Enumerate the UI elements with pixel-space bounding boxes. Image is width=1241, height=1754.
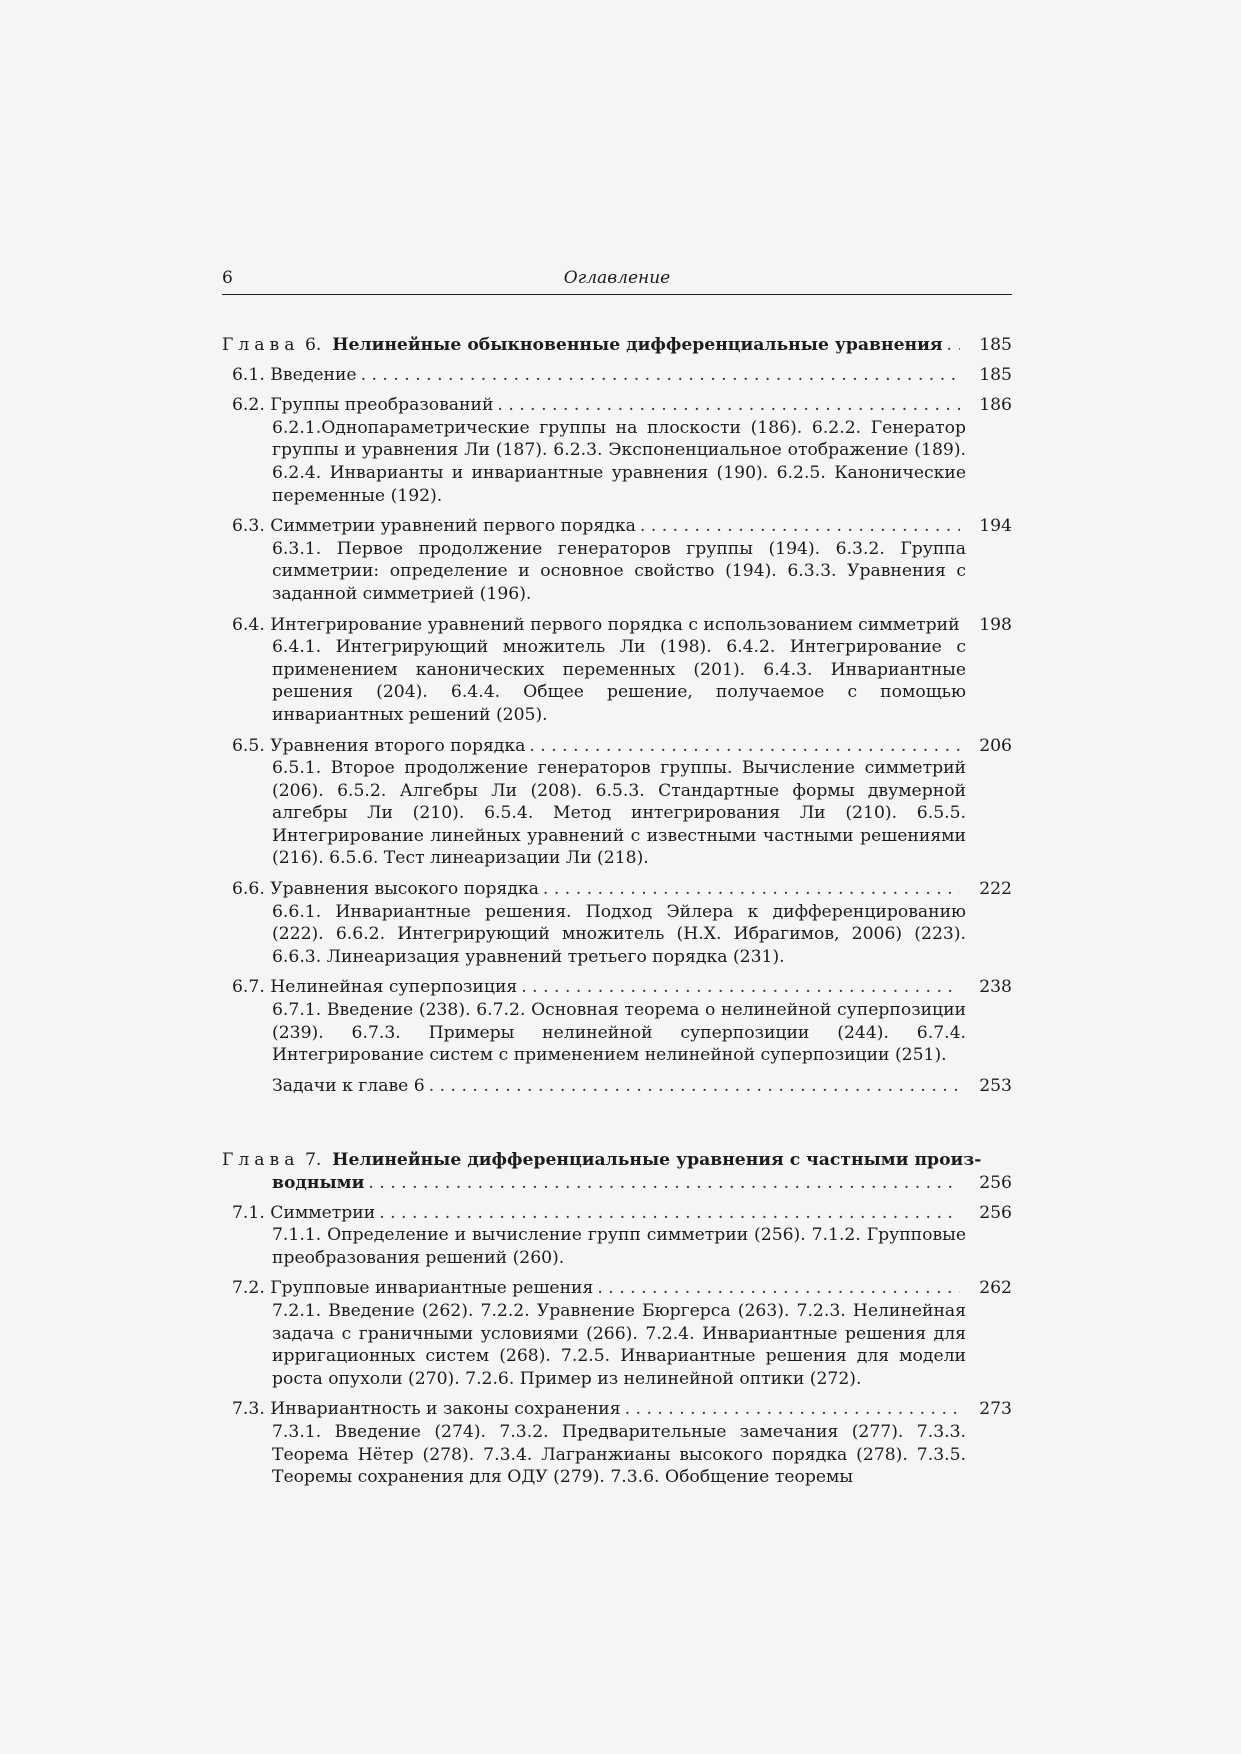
section-label: 6.6. Уравнения высокого порядка (232, 879, 539, 900)
page-number: 6 (222, 268, 233, 288)
chapter-word: Глава (222, 1150, 300, 1171)
subsection-list: 7.2.1. Введение (262). 7.2.2. Уравнение Бюргерса (263). 7.2.3. Нелинейная задача с граничными условиями (266). 7.2.4. Инвариантные решения для ирригационных систем (268). 7.2.5. Инвариантные решения для модели роста опухоли (270). 7.2.6. Пример из нелинейной оптики (272). (272, 1300, 966, 1389)
problems-page: 253 (979, 1075, 1012, 1096)
section-page: 185 (979, 364, 1012, 385)
toc-section-6-3 (222, 515, 1012, 605)
subsection-list: 6.6.1. Инвариантные решения. Подход Эйлера к дифференцированию (222). 6.6.2. Интегрирующий множитель (Н.Х. Ибрагимов, 2006) (223). 6.6.3. Линеаризация уравнений третьего порядка (231). (272, 901, 966, 967)
chapter-title-line1: Нелинейные дифференциальные уравнения с частными произ- (332, 1150, 982, 1171)
section-page: 273 (979, 1399, 1012, 1420)
running-head (222, 268, 1012, 295)
section-label: 6.1. Введение (232, 364, 357, 385)
section-page: 238 (979, 977, 1012, 998)
chapter-title-line2: водными (272, 1173, 365, 1193)
toc-section-6-5 (222, 735, 1012, 871)
problems-label: Задачи к главе 6 (272, 1075, 425, 1096)
chapter-number: 7. (304, 1150, 322, 1171)
section-label: 6.7. Нелинейная суперпозиция (232, 977, 518, 998)
section-label: 7.3. Инвариантность и законы сохранения (232, 1399, 621, 1420)
section-page: 222 (979, 879, 1012, 900)
chapter-word: Глава (222, 335, 300, 355)
table-of-contents (222, 334, 1012, 1497)
subsection-list: 6.7.1. Введение (238). 6.7.2. Основная теорема о нелинейной суперпозиции (239). 6.7.3. Примеры нелинейной суперпозиции (244). 6.7.4. Интегрирование систем с применением нелинейной суперпозиции (251). (272, 1000, 966, 1066)
subsection-list: 6.4.1. Интегрирующий множитель Ли (198). 6.4.2. Интегрирование с применением канонических переменных (201). 6.4.3. Инвариантные решения (204). 6.4.4. Общее решение, получаемое с помощью инвариантных решений (205). (272, 637, 966, 725)
chapter-page: 256 (979, 1173, 1012, 1193)
subsection-list: 7.1.1. Определение и вычисление групп симметрии (256). 7.1.2. Групповые преобразования решений (260). (272, 1225, 966, 1268)
toc-section-7-1 (222, 1202, 1012, 1270)
chapter-6-heading (222, 334, 1012, 357)
section-page: 256 (979, 1202, 1012, 1223)
toc-section-7-3 (222, 1398, 1012, 1488)
chapter-7-heading (222, 1149, 1012, 1194)
subsection-list: 6.2.1.Однопараметрические группы на плоскости (186). 6.2.2. Генератор группы и уравнения Ли (187). 6.2.3. Экспоненциальное отображение (189). 6.2.4. Инварианты и инвариантные уравнения (190). 6.2.5. Канонические переменные (192). (272, 417, 966, 506)
section-page: 186 (979, 395, 1012, 416)
chapter-page: 185 (979, 335, 1012, 355)
section-label: 6.3. Симметрии уравнений первого порядка (232, 516, 636, 537)
subsection-list: 6.3.1. Первое продолжение генераторов группы (194). 6.3.2. Группа симметрии: определение и основное свойство (194). 6.3.3. Уравнения с заданной симметрией (196). (272, 538, 966, 604)
chapter-number: 6. (304, 335, 322, 355)
toc-section-7-2 (222, 1277, 1012, 1390)
chapter-title: Нелинейные обыкновенные дифференциальные уравнения (332, 335, 943, 355)
section-page: 194 (979, 516, 1012, 537)
section-label: 6.4. Интегрирование уравнений первого порядка с использованием симметрий (232, 614, 960, 635)
section-page: 262 (979, 1278, 1012, 1299)
section-label: 6.5. Уравнения второго порядка (232, 735, 526, 756)
section-page: 206 (979, 735, 1012, 756)
toc-section-6-7 (222, 976, 1012, 1066)
toc-section-6-1 (222, 364, 1012, 387)
section-label: 7.2. Групповые инвариантные решения (232, 1278, 594, 1299)
subsection-list: 6.5.1. Второе продолжение генераторов группы. Вычисление симметрий (206). 6.5.2. Алгебры Ли (208). 6.5.3. Стандартные формы двумерной алгебры Ли (210). 6.5.4. Метод интегрирования Ли (210). 6.5.5. Интегрирование линейных уравнений с известными частными решениями (216). 6.5.6. Тест линеаризации Ли (218). (272, 758, 966, 869)
toc-problems-chapter-6 (222, 1075, 1012, 1098)
section-page: 198 (979, 614, 1012, 635)
toc-section-6-4 (222, 614, 1012, 727)
toc-section-6-6 (222, 878, 1012, 968)
section-label: 6.2. Группы преобразований (232, 395, 494, 416)
subsection-list: 7.3.1. Введение (274). 7.3.2. Предварительные замечания (277). 7.3.3. Теорема Нётер (278). 7.3.4. Лагранжианы высокого порядка (278). 7.3.5. Теоремы сохранения для ОДУ (279). 7.3.6. Обобщение теоремы (272, 1421, 966, 1488)
running-title: Оглавление (563, 268, 671, 288)
toc-section-6-2 (222, 394, 1012, 507)
section-label: 7.1. Симметрии (232, 1202, 376, 1223)
